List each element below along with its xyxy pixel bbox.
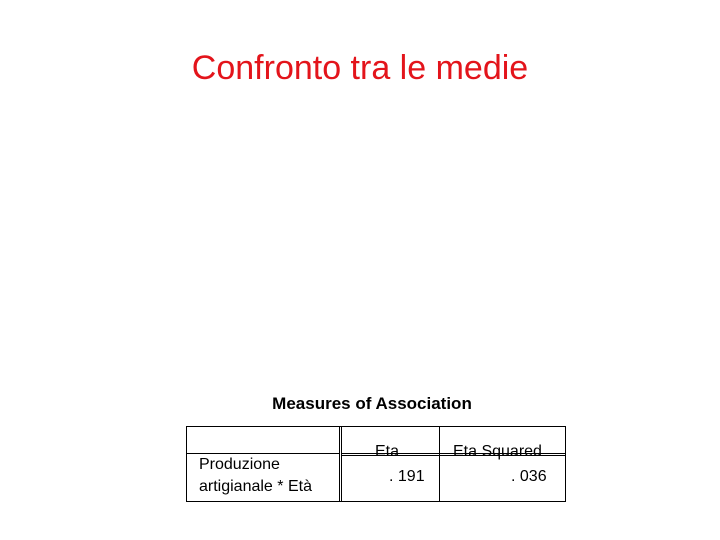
row-label-line-1: Produzione: [199, 456, 280, 473]
column-header-eta-squared: Eta Squared: [453, 443, 542, 460]
value-eta: . 191: [389, 468, 425, 485]
value-eta-squared: . 036: [511, 468, 547, 485]
table-header-divider-left: [187, 453, 339, 454]
column-header-eta: Eta: [375, 443, 400, 460]
column-divider: [439, 427, 440, 501]
measures-of-association-table: [186, 426, 566, 502]
table-caption: Measures of Association: [272, 394, 472, 413]
row-label-line-2: artigianale * Età: [199, 478, 312, 495]
row-header-divider: [339, 427, 342, 501]
slide-title: Confronto tra le medie: [191, 49, 529, 87]
